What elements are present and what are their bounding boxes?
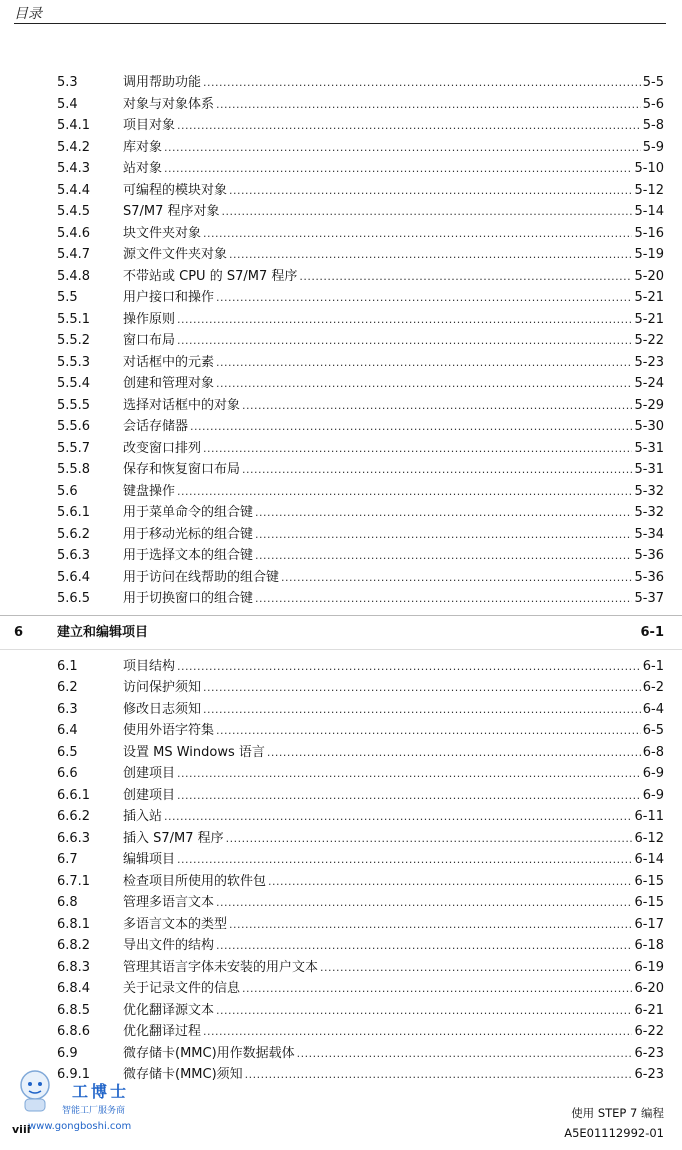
toc-entry[interactable] <box>0 115 682 137</box>
entry-number: 5.3 <box>57 75 78 90</box>
entry-page: 6-12 <box>634 830 664 846</box>
entry-title: 用于访问在线帮助的组合键 <box>123 569 280 585</box>
dot-leader <box>164 806 632 828</box>
entry-number: 6.7 <box>57 852 78 867</box>
entry-title: 调用帮助功能 <box>123 75 202 90</box>
document-id: A5E01112992-01 <box>564 1126 664 1140</box>
entry-page: 5-21 <box>634 311 664 327</box>
dot-leader <box>203 677 641 699</box>
entry-number: 6.8 <box>57 895 78 910</box>
entry-title: 用户接口和操作 <box>123 290 215 305</box>
entry-number: 5.5.2 <box>57 333 91 348</box>
entry-title: 导出文件的结构 <box>123 938 215 953</box>
entry-title: 可编程的模块对象 <box>123 182 228 198</box>
manual-title: 使用 STEP 7 编程 <box>571 1106 664 1120</box>
entry-line <box>123 763 664 785</box>
toc-entry[interactable] <box>0 94 682 116</box>
entry-title: 修改日志须知 <box>123 701 202 717</box>
dot-leader <box>216 94 641 116</box>
entry-line <box>123 1000 664 1022</box>
entry-title: 用于移动光标的组合键 <box>123 526 254 542</box>
entry-page: 6-1 <box>642 658 664 674</box>
dot-leader <box>255 502 632 524</box>
entry-number: 5.5.3 <box>57 354 91 370</box>
dot-leader <box>190 416 632 438</box>
dot-leader <box>177 656 641 678</box>
robot-mascot-icon <box>10 1065 60 1115</box>
entry-title: 创建项目 <box>123 766 176 781</box>
entry-number: 6.1 <box>57 658 78 674</box>
entry-number: 5.5.1 <box>57 311 91 327</box>
entry-title: 管理其语言字体未安装的用户文本 <box>123 959 319 975</box>
toc-entry[interactable] <box>0 957 682 979</box>
entry-line <box>123 438 664 460</box>
entry-number: 5.6.2 <box>57 526 91 542</box>
entry-title: 键盘操作 <box>123 483 176 499</box>
entry-number: 6.6.2 <box>57 809 91 824</box>
page-number: viii <box>12 1123 31 1136</box>
page-footer <box>564 1103 664 1143</box>
dot-leader <box>177 481 632 503</box>
entry-page: 5-36 <box>634 569 664 585</box>
entry-title: 管理多语言文本 <box>123 895 215 910</box>
dot-leader <box>299 266 632 288</box>
entry-line <box>123 115 664 137</box>
toc-entry[interactable] <box>0 201 682 223</box>
entry-line <box>123 699 664 721</box>
entry-number: 5.5.4 <box>57 376 91 391</box>
entry-number: 6.5 <box>57 744 78 760</box>
dot-leader <box>177 849 632 871</box>
entry-line <box>123 330 664 352</box>
entry-number: 6.8.3 <box>57 959 91 975</box>
chapter-number: 6 <box>14 624 24 640</box>
entry-page: 6-18 <box>634 938 664 953</box>
entry-title: 访问保护须知 <box>123 680 202 695</box>
entry-title: 会话存储器 <box>123 419 189 434</box>
dot-leader <box>229 244 632 266</box>
entry-page: 5-37 <box>634 591 664 606</box>
dot-leader <box>203 1021 632 1043</box>
entry-page: 5-9 <box>642 139 664 155</box>
dot-leader <box>216 1000 632 1022</box>
entry-line <box>123 352 664 374</box>
toc-entry[interactable] <box>0 828 682 850</box>
entry-number: 5.4.7 <box>57 247 91 262</box>
toc-entry[interactable] <box>0 244 682 266</box>
entry-line <box>123 828 664 850</box>
entry-page: 5-14 <box>634 204 664 219</box>
entry-number: 6.9 <box>57 1045 78 1061</box>
entry-number: 5.5.5 <box>57 397 91 413</box>
toc-chapter-heading[interactable] <box>0 615 682 650</box>
dot-leader <box>177 763 641 785</box>
entry-page: 6-9 <box>642 766 664 781</box>
entry-line <box>123 223 664 245</box>
chapter-page: 6-1 <box>640 624 664 640</box>
entry-line <box>123 1064 664 1086</box>
entry-line <box>123 720 664 742</box>
entry-title: 插入站 <box>123 809 163 824</box>
dot-leader <box>245 1064 633 1086</box>
dot-leader <box>242 459 632 481</box>
entry-page: 6-23 <box>634 1045 664 1061</box>
entry-page: 6-11 <box>634 809 664 824</box>
entry-title: 源文件文件夹对象 <box>123 247 228 262</box>
toc-entry[interactable] <box>0 266 682 288</box>
toc-entry[interactable] <box>0 373 682 395</box>
toc-entry[interactable] <box>0 914 682 936</box>
entry-page: 5-32 <box>634 505 664 520</box>
entry-line <box>123 137 664 159</box>
entry-line <box>123 481 664 503</box>
entry-title: 多语言文本的类型 <box>123 916 228 932</box>
entry-number: 6.4 <box>57 723 78 738</box>
dot-leader <box>203 699 641 721</box>
entry-line <box>123 588 664 610</box>
dot-leader <box>203 223 632 245</box>
entry-number: 6.8.1 <box>57 916 91 932</box>
entry-number: 5.6 <box>57 483 78 499</box>
page-header <box>14 2 666 24</box>
dot-leader <box>216 352 632 374</box>
entry-page: 5-29 <box>634 397 664 413</box>
entry-title: 项目对象 <box>123 118 176 133</box>
entry-line <box>123 978 664 1000</box>
toc-entry[interactable] <box>0 656 682 678</box>
entry-number: 5.4.6 <box>57 225 91 241</box>
entry-page: 6-22 <box>634 1024 664 1039</box>
entry-line <box>123 244 664 266</box>
dot-leader <box>216 287 632 309</box>
entry-number: 5.6.4 <box>57 569 91 585</box>
dot-leader <box>177 330 632 352</box>
toc-entry[interactable] <box>0 1000 682 1022</box>
entry-line <box>123 914 664 936</box>
entry-page: 6-17 <box>634 916 664 932</box>
entry-number: 6.9.1 <box>57 1067 91 1082</box>
table-of-contents <box>0 72 682 1086</box>
entry-number: 6.8.6 <box>57 1024 91 1039</box>
entry-page: 5-22 <box>634 333 664 348</box>
entry-page: 5-36 <box>634 548 664 563</box>
entry-number: 6.8.4 <box>57 981 91 996</box>
toc-entry[interactable] <box>0 785 682 807</box>
entry-line <box>123 201 664 223</box>
entry-line <box>123 524 664 546</box>
entry-title: 对象与对象体系 <box>123 96 215 112</box>
entry-number: 5.4.3 <box>57 161 91 176</box>
entry-title: 窗口布局 <box>123 333 176 348</box>
toc-entry[interactable] <box>0 806 682 828</box>
toc-entry[interactable] <box>0 72 682 94</box>
entry-line <box>123 266 664 288</box>
entry-page: 5-32 <box>634 483 664 499</box>
toc-entry[interactable] <box>0 1043 682 1065</box>
entry-title: 库对象 <box>123 139 163 155</box>
entry-title: 用于选择文本的组合键 <box>123 548 254 563</box>
toc-entry[interactable] <box>0 502 682 524</box>
entry-line <box>123 785 664 807</box>
entry-title: 项目结构 <box>123 658 176 674</box>
entry-number: 5.5.6 <box>57 419 91 434</box>
entry-title: S7/M7 程序对象 <box>123 204 220 219</box>
dot-leader <box>164 137 641 159</box>
dot-leader <box>216 720 641 742</box>
toc-entry[interactable] <box>0 438 682 460</box>
dot-leader <box>255 545 632 567</box>
entry-number: 6.3 <box>57 701 78 717</box>
entry-number: 5.4.5 <box>57 204 91 219</box>
dot-leader <box>203 72 641 94</box>
entry-page: 6-4 <box>642 701 664 717</box>
entry-title: 使用外语字符集 <box>123 723 215 738</box>
entry-title: 关于记录文件的信息 <box>123 981 241 996</box>
dot-leader <box>255 588 632 610</box>
entry-title: 微存储卡(MMC)用作数据载体 <box>123 1045 295 1061</box>
entry-page: 6-5 <box>642 723 664 738</box>
entry-title: 优化翻译过程 <box>123 1024 202 1039</box>
entry-line <box>123 1021 664 1043</box>
toc-entry[interactable] <box>0 137 682 159</box>
dot-leader <box>177 309 632 331</box>
entry-line <box>123 806 664 828</box>
entry-line <box>123 180 664 202</box>
entry-page: 5-31 <box>634 462 664 477</box>
entry-page: 5-12 <box>634 182 664 198</box>
entry-number: 5.4.4 <box>57 182 91 198</box>
entry-title: 用于切换窗口的组合键 <box>123 591 254 606</box>
toc-entry[interactable] <box>0 524 682 546</box>
entry-line <box>123 502 664 524</box>
toc-entry[interactable] <box>0 223 682 245</box>
dot-leader <box>216 373 632 395</box>
entry-line <box>123 416 664 438</box>
toc-entry[interactable] <box>0 309 682 331</box>
entry-page: 5-5 <box>642 75 664 90</box>
toc-section-6 <box>0 656 682 1086</box>
toc-entry[interactable] <box>0 935 682 957</box>
toc-entry[interactable] <box>0 416 682 438</box>
toc-entry[interactable] <box>0 742 682 764</box>
dot-leader <box>242 395 632 417</box>
entry-title: 块文件夹对象 <box>123 225 202 241</box>
entry-line <box>123 309 664 331</box>
entry-line <box>123 72 664 94</box>
dot-leader <box>216 892 632 914</box>
entry-page: 5-23 <box>634 354 664 370</box>
entry-page: 5-20 <box>634 268 664 284</box>
entry-page: 6-15 <box>634 895 664 910</box>
toc-entry[interactable] <box>0 720 682 742</box>
entry-number: 6.8.2 <box>57 938 91 953</box>
entry-line <box>123 935 664 957</box>
entry-title: 检查项目所使用的软件包 <box>123 873 267 889</box>
entry-page: 5-21 <box>634 290 664 305</box>
dot-leader <box>255 524 632 546</box>
entry-title: 设置 MS Windows 语言 <box>123 744 265 760</box>
entry-number: 5.4 <box>57 96 78 112</box>
entry-number: 5.5 <box>57 290 78 305</box>
dot-leader <box>268 871 632 893</box>
entry-line <box>123 567 664 589</box>
entry-number: 5.5.7 <box>57 440 91 456</box>
entry-page: 6-9 <box>642 787 664 803</box>
entry-number: 6.6.3 <box>57 830 91 846</box>
entry-page: 5-31 <box>634 440 664 456</box>
entry-line <box>123 373 664 395</box>
dot-leader <box>229 914 632 936</box>
entry-line <box>123 677 664 699</box>
entry-page: 5-30 <box>634 419 664 434</box>
entry-page: 6-14 <box>634 852 664 867</box>
toc-entry[interactable] <box>0 892 682 914</box>
entry-page: 6-15 <box>634 873 664 889</box>
entry-title: 编辑项目 <box>123 852 176 867</box>
dot-leader <box>226 828 633 850</box>
entry-line <box>123 871 664 893</box>
entry-line <box>123 742 664 764</box>
entry-number: 5.6.1 <box>57 505 91 520</box>
entry-page: 5-8 <box>642 118 664 133</box>
toc-entry[interactable] <box>0 677 682 699</box>
entry-line <box>123 849 664 871</box>
watermark-url: www.gongboshi.com <box>28 1121 132 1132</box>
entry-line <box>123 656 664 678</box>
dot-leader <box>177 785 641 807</box>
dot-leader <box>281 567 632 589</box>
toc-entry[interactable] <box>0 545 682 567</box>
toc-entry[interactable] <box>0 481 682 503</box>
toc-entry[interactable] <box>0 330 682 352</box>
toc-entry[interactable] <box>0 1021 682 1043</box>
dot-leader <box>222 201 633 223</box>
entry-page: 5-24 <box>634 376 664 391</box>
toc-entry[interactable] <box>0 158 682 180</box>
entry-line <box>123 892 664 914</box>
entry-page: 6-20 <box>634 981 664 996</box>
toc-entry[interactable] <box>0 699 682 721</box>
entry-page: 6-19 <box>634 959 664 975</box>
entry-title: 不带站或 CPU 的 S7/M7 程序 <box>123 268 298 284</box>
entry-title: 创建和管理对象 <box>123 376 215 391</box>
dot-leader <box>177 115 641 137</box>
entry-page: 6-21 <box>634 1002 664 1018</box>
entry-title: 操作原则 <box>123 311 176 327</box>
toc-section-5 <box>0 72 682 610</box>
entry-title: 优化翻译源文本 <box>123 1002 215 1018</box>
toc-entry[interactable] <box>0 395 682 417</box>
entry-page: 6-8 <box>642 744 664 760</box>
dot-leader <box>164 158 632 180</box>
toc-entry[interactable] <box>0 978 682 1000</box>
dot-leader <box>320 957 632 979</box>
entry-title: 保存和恢复窗口布局 <box>123 462 241 477</box>
entry-page: 5-16 <box>634 225 664 241</box>
dot-leader <box>216 935 632 957</box>
entry-number: 5.4.1 <box>57 118 91 133</box>
entry-line <box>123 287 664 309</box>
dot-leader <box>242 978 632 1000</box>
entry-number: 5.5.8 <box>57 462 91 477</box>
entry-title: 站对象 <box>123 161 163 176</box>
dot-leader <box>229 180 632 202</box>
entry-line <box>123 94 664 116</box>
entry-line <box>123 158 664 180</box>
toc-entry[interactable] <box>0 567 682 589</box>
entry-title: 改变窗口排列 <box>123 440 202 456</box>
watermark-tagline: 智能工厂服务商 <box>62 1106 126 1116</box>
entry-page: 6-2 <box>642 680 664 695</box>
toc-entry[interactable] <box>0 588 682 610</box>
toc-entry[interactable] <box>0 287 682 309</box>
entry-title: 插入 S7/M7 程序 <box>123 830 224 846</box>
entry-page: 5-34 <box>634 526 664 542</box>
entry-number: 6.2 <box>57 680 78 695</box>
toc-entry[interactable] <box>0 180 682 202</box>
entry-number: 5.6.5 <box>57 591 91 606</box>
entry-number: 6.6 <box>57 766 78 781</box>
toc-entry[interactable] <box>0 763 682 785</box>
entry-number: 6.7.1 <box>57 873 91 889</box>
entry-number: 6.6.1 <box>57 787 91 803</box>
toc-entry[interactable] <box>0 871 682 893</box>
entry-number: 5.4.2 <box>57 139 91 155</box>
entry-page: 5-10 <box>634 161 664 176</box>
dot-leader <box>267 742 641 764</box>
toc-entry[interactable] <box>0 459 682 481</box>
entry-title: 微存储卡(MMC)须知 <box>123 1067 243 1082</box>
entry-line <box>123 459 664 481</box>
watermark-name: 工博士 <box>72 1082 130 1101</box>
entry-page: 5-19 <box>634 247 664 262</box>
entry-line <box>123 545 664 567</box>
chapter-title: 建立和编辑项目 <box>57 624 149 640</box>
entry-number: 5.4.8 <box>57 268 91 284</box>
entry-title: 选择对话框中的对象 <box>123 397 241 413</box>
entry-line <box>123 957 664 979</box>
entry-page: 6-23 <box>634 1067 664 1082</box>
dot-leader <box>297 1043 633 1065</box>
entry-line <box>123 395 664 417</box>
header-title: 目录 <box>14 6 42 22</box>
toc-entry[interactable] <box>0 352 682 374</box>
entry-line <box>123 1043 664 1065</box>
entry-number: 6.8.5 <box>57 1002 91 1018</box>
entry-title: 用于菜单命令的组合键 <box>123 505 254 520</box>
toc-entry[interactable] <box>0 849 682 871</box>
entry-page: 5-6 <box>642 96 664 112</box>
dot-leader <box>203 438 632 460</box>
entry-title: 对话框中的元素 <box>123 354 215 370</box>
entry-number: 5.6.3 <box>57 548 91 563</box>
entry-title: 创建项目 <box>123 787 176 803</box>
